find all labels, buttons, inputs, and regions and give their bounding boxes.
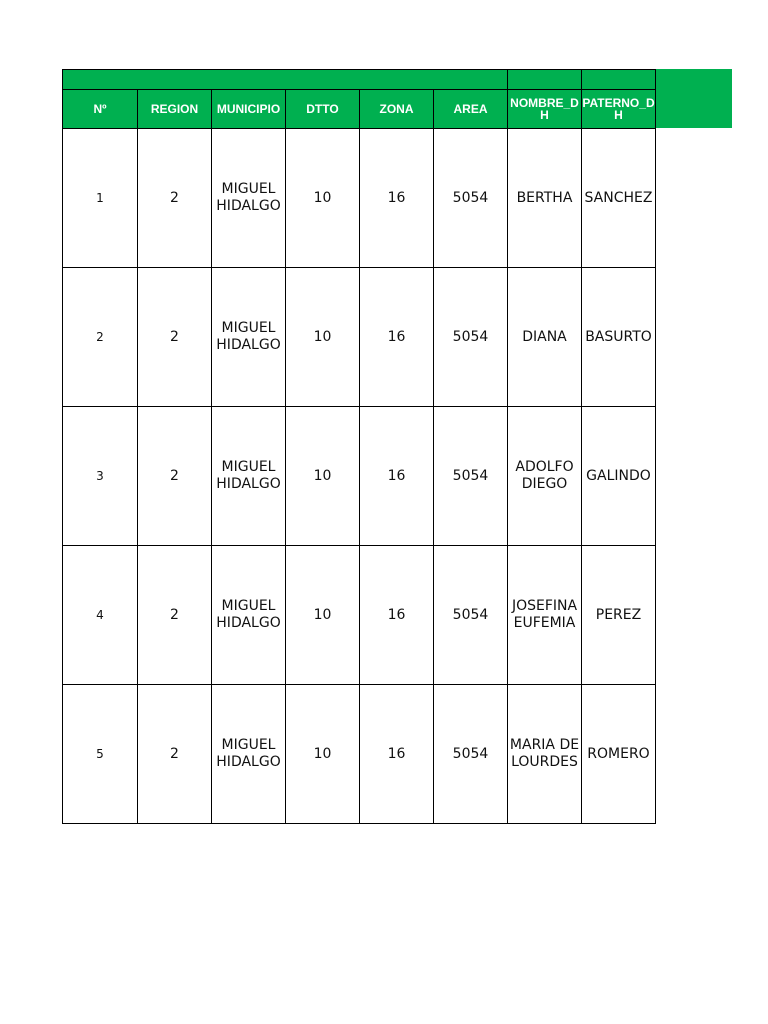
cell-zona: 16 xyxy=(360,129,434,268)
cell-n: 4 xyxy=(63,546,138,685)
header-blank-cell xyxy=(63,70,508,90)
cell-area: 5054 xyxy=(434,407,508,546)
cell-municipio: MIGUEL HIDALGO xyxy=(212,685,286,824)
column-header-region: REGION xyxy=(138,90,212,129)
cell-dtto: 10 xyxy=(286,129,360,268)
cell-region: 2 xyxy=(138,546,212,685)
data-table xyxy=(62,69,656,824)
cell-zona: 16 xyxy=(360,546,434,685)
table-row xyxy=(63,546,656,685)
cell-nombre: MARIA DE LOURDES xyxy=(508,685,582,824)
cell-n: 1 xyxy=(63,129,138,268)
cell-paterno: BASURTO xyxy=(582,268,656,407)
cell-n: 2 xyxy=(63,268,138,407)
cell-area: 5054 xyxy=(434,268,508,407)
header-blank-cell xyxy=(508,70,582,90)
cell-municipio: MIGUEL HIDALGO xyxy=(212,407,286,546)
column-header-dtto: DTTO xyxy=(286,90,360,129)
cell-region: 2 xyxy=(138,129,212,268)
cell-zona: 16 xyxy=(360,407,434,546)
cell-region: 2 xyxy=(138,268,212,407)
cell-n: 5 xyxy=(63,685,138,824)
column-header-area: AREA xyxy=(434,90,508,129)
column-header-paterno: PATERNO_DH xyxy=(582,90,656,129)
cell-dtto: 10 xyxy=(286,407,360,546)
cell-dtto: 10 xyxy=(286,268,360,407)
table-row xyxy=(63,685,656,824)
cell-nombre: ADOLFO DIEGO xyxy=(508,407,582,546)
cell-zona: 16 xyxy=(360,268,434,407)
table-row xyxy=(63,129,656,268)
column-header-n: Nº xyxy=(63,90,138,129)
column-header-nombre: NOMBRE_DH xyxy=(508,90,582,129)
cell-municipio: MIGUEL HIDALGO xyxy=(212,546,286,685)
header-blank-cell xyxy=(582,70,656,90)
column-header-municipio: MUNICIPIO xyxy=(212,90,286,129)
cell-nombre: JOSEFINA EUFEMIA xyxy=(508,546,582,685)
cell-nombre: DIANA xyxy=(508,268,582,407)
cell-paterno: ROMERO xyxy=(582,685,656,824)
cell-dtto: 10 xyxy=(286,685,360,824)
cell-region: 2 xyxy=(138,685,212,824)
cell-paterno: PEREZ xyxy=(582,546,656,685)
cell-nombre: BERTHA xyxy=(508,129,582,268)
cell-dtto: 10 xyxy=(286,546,360,685)
column-header-zona: ZONA xyxy=(360,90,434,129)
cell-n: 3 xyxy=(63,407,138,546)
cell-municipio: MIGUEL HIDALGO xyxy=(212,268,286,407)
header-blank-row xyxy=(63,70,656,90)
table-row xyxy=(63,268,656,407)
cell-area: 5054 xyxy=(434,129,508,268)
cell-region: 2 xyxy=(138,407,212,546)
cell-municipio: MIGUEL HIDALGO xyxy=(212,129,286,268)
table-row xyxy=(63,407,656,546)
cell-paterno: SANCHEZ xyxy=(582,129,656,268)
cell-area: 5054 xyxy=(434,546,508,685)
cell-area: 5054 xyxy=(434,685,508,824)
cell-zona: 16 xyxy=(360,685,434,824)
cell-paterno: GALINDO xyxy=(582,407,656,546)
column-header-row xyxy=(63,90,656,129)
